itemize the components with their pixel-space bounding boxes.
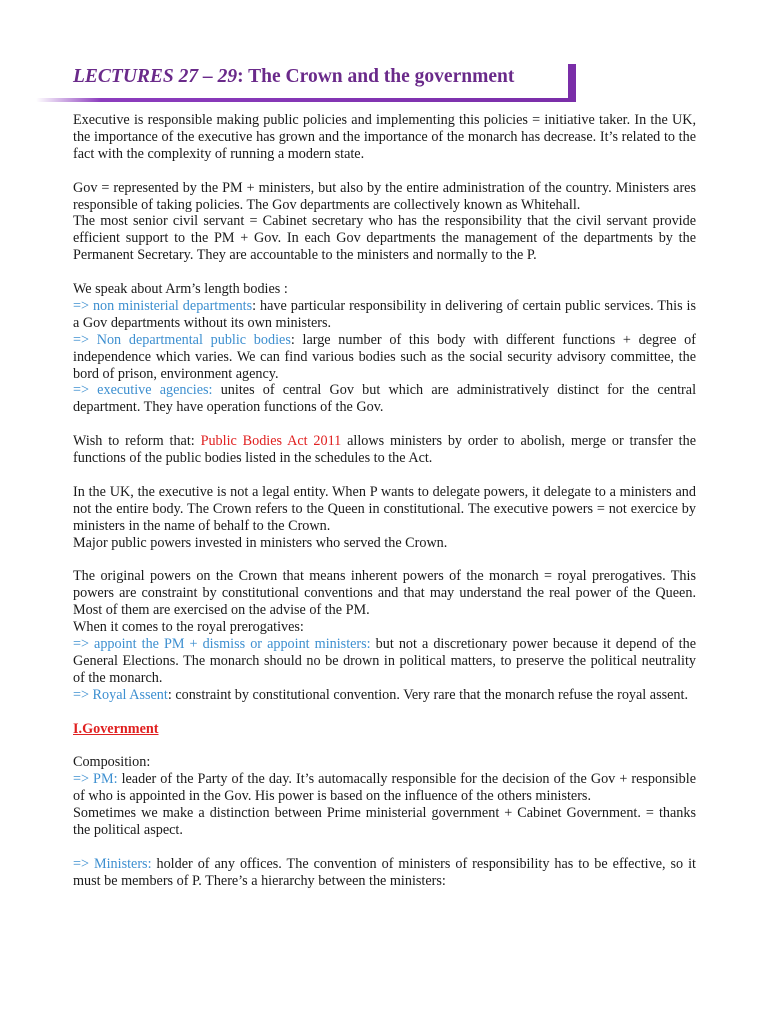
ministers-label: => Ministers:: [73, 855, 152, 872]
pm-label: => PM:: [73, 771, 118, 788]
document-body: [73, 112, 696, 906]
title-lectures: LECTURES 27 – 29: [73, 66, 238, 87]
pm-extra: Sometimes we make a distinction between Prime ministerial government + Cabinet Government. = thanks the political aspect.: [73, 805, 696, 838]
arms-item-text: : have particular responsibility in delivering of certain public services. This is a Gov departments without its own ministers.: [73, 297, 696, 331]
prerogative-label: => appoint the PM + dismiss or appoint ministers:: [73, 636, 371, 653]
reform-act: Public Bodies Act 2011: [200, 433, 342, 450]
paragraph-major-powers: Major public powers invested in ministers who served the Crown.: [73, 534, 448, 551]
prerogative-text: but not a discretionary power because it depend of the General Elections. The monarch should no be drown in political matters, to preserve the political neutrality of the monarch.: [73, 636, 696, 686]
composition-label: Composition:: [73, 754, 151, 771]
title-block: [36, 62, 580, 106]
ministers-text: holder of any offices. The convention of ministers of responsibility has to be effective, so it must be members of P. There’s a hierarchy between the ministers:: [73, 855, 696, 889]
arms-intro: We speak about Arm’s length bodies :: [73, 281, 288, 298]
paragraph-arms-length: [73, 281, 696, 416]
pm-text: leader of the Party of the day. It’s automacally responsible for the decision of the Gov + responsible of who is appointed in the Gov. His power is based on the influence of the others ministers.: [73, 771, 697, 805]
arms-item-label: => executive agencies:: [73, 382, 213, 399]
arms-item-label: => Non departmental public bodies: [73, 331, 291, 348]
paragraph-composition: [73, 754, 696, 839]
reform-post: allows ministers by order to abolish, merge or transfer the functions of the public bodies listed in the schedules to the Act.: [73, 433, 697, 467]
arms-item-label: => non ministerial departments: [73, 297, 253, 314]
title-rest: : The Crown and the government: [237, 66, 515, 87]
arms-item-text: unites of central Gov but which are administratively distinct for the central department. They have operation functions of the Gov.: [73, 382, 697, 416]
paragraph-prerogatives: [73, 568, 696, 703]
paragraph-ministers: [73, 856, 696, 890]
paragraph-civil-servant: The most senior civil servant = Cabinet secretary who has the responsibility that the civil servant provide efficient support to the PM + Gov. In each Gov departments the management of the departments by the Permanent Secretary. They are accountable to the ministers and normally to the P.: [73, 213, 696, 264]
reform-pre: Wish to reform that:: [73, 433, 201, 450]
paragraph-reform: [73, 433, 696, 467]
paragraph-legal-entity: In the UK, the executive is not a legal entity. When P wants to delegate powers, it delegate to a ministers and not the entire body. The Crown refers to the Queen in constitutional. The executive powers = not exercice by ministers in the name of behalf to the Crown.: [73, 483, 696, 534]
section-heading-government: I.Government: [73, 720, 159, 737]
prerogative-text: : constraint by constitutional convention. Very rare that the monarch refuse the royal assent.: [167, 686, 689, 703]
prerogatives-text: The original powers on the Crown that means inherent powers of the monarch = royal prerogatives. This powers are constraint by constitutional conventions and that may understand the real power of the Queen. Most of them are exercised on the advise of the PM.: [73, 568, 696, 619]
prerogatives-intro: When it comes to the royal prerogatives:: [73, 619, 304, 636]
paragraph-executive: Executive is responsible making public policies and implementing this policies = initiative taker. In the UK, the importance of the executive has grown and the importance of the monarch has decrease. It’s related to the fact with the complexity of running a modern state.: [73, 112, 696, 162]
arms-item-text: : large number of this body with different functions + degree of independence which varies. We can find various bodies such as the social security advisory committee, the bord of prison, environment agency.: [73, 331, 696, 382]
title-underline: [36, 98, 576, 102]
prerogative-label: => Royal Assent: [73, 686, 168, 703]
title-accent-bar: [568, 64, 576, 102]
paragraph-gov: Gov = represented by the PM + ministers, but also by the entire administration of the country. Ministers ares responsible of taking policies. The Gov departments are collectively known as Whitehall.: [73, 179, 696, 213]
page-title: [73, 66, 514, 88]
